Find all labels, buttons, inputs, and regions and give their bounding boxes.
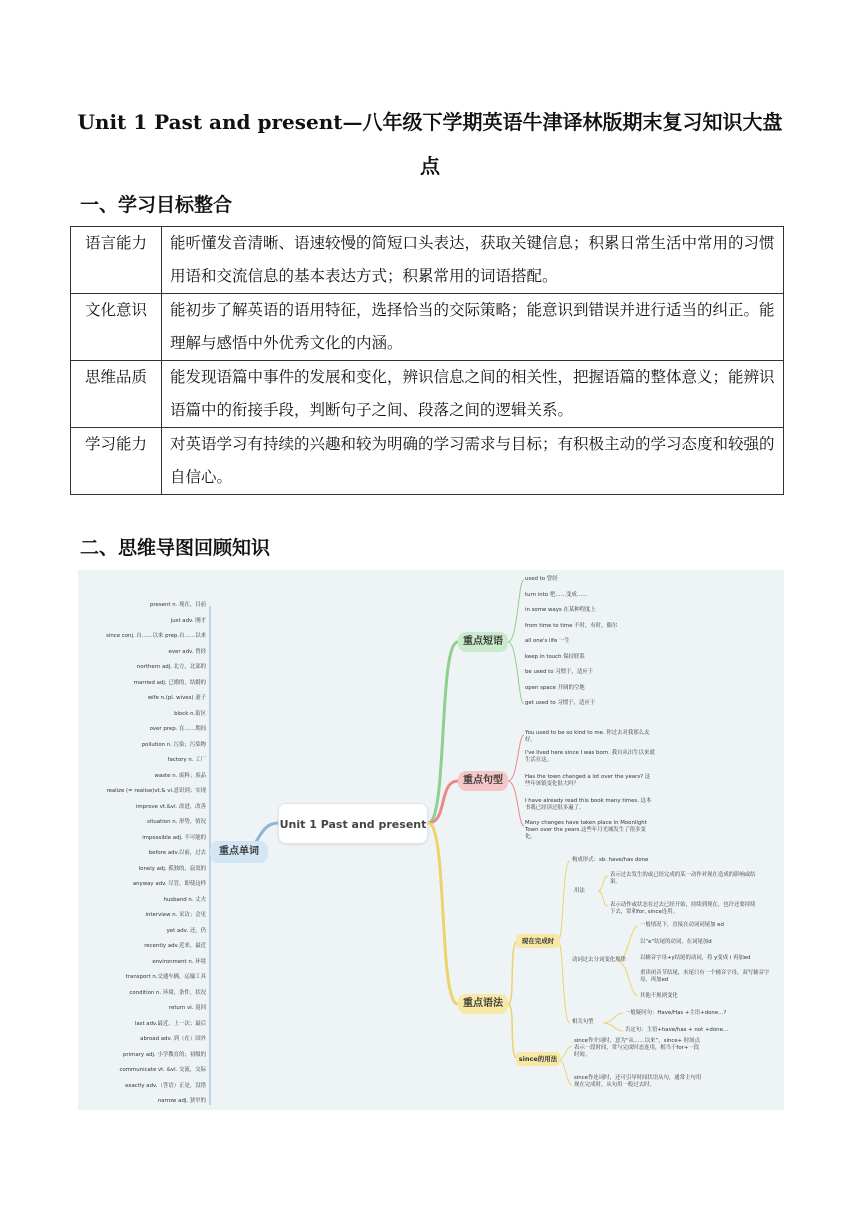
vocabulary-item: condition n. 环境，条件，状况 — [129, 989, 206, 996]
vocabulary-item: since conj. 自……以来 prep.自……以来 — [106, 633, 206, 639]
vocabulary-item: transport n.交通车辆，运输工具 — [125, 974, 206, 980]
document-title: Unit 1 Past and present—八年级下学期英语牛津译林版期末复习知识大盘点 — [77, 110, 783, 178]
vocabulary-item: anyway adv. 尽管，即使这样 — [132, 881, 206, 887]
goal-description: 能听懂发音清晰、语速较慢的简短口头表达，获取关键信息；积累日常生活中常用的习惯用语和交流信息的基本表达方式；积累常用的词语搭配。 — [162, 227, 784, 294]
phrase-item: get used to 习惯于，适应于 — [525, 700, 596, 706]
grammar-related-label: 相关句型 — [572, 1019, 594, 1025]
table-row — [71, 294, 784, 361]
vocabulary-item: situation n. 形势，情况 — [147, 819, 206, 825]
grammar-usage-item: 表示过去发生的或已经完成的某一动作对现在造成的影响或结果。 — [610, 872, 756, 885]
goal-description: 能初步了解英语的语用特征，选择恰当的交际策略；能意识到错误并进行适当的纠正。能理解与感悟中外优秀文化的内涵。 — [162, 294, 784, 361]
mind-map — [78, 570, 784, 1110]
table-row — [71, 428, 784, 495]
learning-goals-table — [70, 226, 784, 495]
branch-sentences: 重点句型 — [458, 771, 508, 791]
vocabulary-item: block n.街区 — [174, 710, 206, 717]
vocabulary-item: before adv.以前，过去 — [148, 850, 206, 856]
since-usage-item: since作介词时，意为“从……以来”，since+ 时间点表示一段时间，常与完成时态连用，相当于for+一段时间。 — [574, 1038, 701, 1058]
branch-vocabulary: 重点单词 — [210, 841, 268, 863]
phrase-item: in some ways 在某种程度上 — [525, 607, 596, 613]
related-pattern: 否定句：主语+have/has + not +done… — [625, 1027, 729, 1033]
vocabulary-item: interview n. 采访；会见 — [145, 912, 206, 918]
vocabulary-item: husband n. 丈夫 — [163, 896, 206, 903]
vocabulary-item: return vi. 返回 — [168, 1005, 206, 1011]
vocabulary-item: impossible adj. 不可能的 — [142, 834, 206, 841]
vocabulary-item: present n. 现在，目前 — [149, 602, 206, 608]
phrase-item: turn into 把……变成…… — [525, 591, 588, 598]
participle-rule: 重读闭音节结尾，末尾只有一个辅音字母，双写辅音字母，再加ed — [640, 970, 770, 983]
table-row — [71, 361, 784, 428]
vocabulary-item: primary adj. 小学教育的；初级的 — [123, 1051, 206, 1058]
vocabulary-item: northern adj. 北方，北部的 — [136, 664, 206, 670]
related-pattern: 一般疑问句：Have/Has +主语+done…? — [625, 1010, 727, 1016]
vocabulary-item: just adv. 刚才 — [170, 617, 206, 624]
goal-category: 文化意识 — [71, 294, 162, 361]
sentence-item: Has the town changed a lot over the years? 这些年该镇变化很大吗？ — [525, 774, 651, 787]
vocabulary-item: factory n. 工厂 — [167, 757, 206, 763]
vocabulary-item: recently adv.近来，最近 — [144, 943, 206, 949]
grammar-since-usage: since的用法 — [516, 1052, 560, 1066]
vocabulary-item: over prep. 在……期间 — [149, 726, 206, 732]
sentence-item: I've lived here since I was born. 我自从出生以来就生活在这。 — [525, 750, 655, 763]
since-usage-item: since作连词时，还可引导时间状语从句，通常主句用现在完成时，从句用一般过去时。 — [574, 1075, 702, 1088]
phrase-item: keep in touch 保持联系 — [525, 653, 585, 660]
vocabulary-item: lonely adj. 孤独的，寂寞的 — [138, 865, 206, 872]
section-heading-goals: 一、学习目标整合 — [80, 194, 233, 216]
vocabulary-item: improve vt.&vi. 改进，改善 — [135, 803, 206, 810]
vocabulary-item: communicate vt. &vi. 交流，交际 — [119, 1067, 206, 1073]
phrase-item: all one's life 一生 — [525, 638, 570, 644]
grammar-present-perfect: 现在完成时 — [516, 934, 560, 948]
mind-map-center: Unit 1 Past and present — [278, 803, 428, 844]
grammar-participle-label: 动词过去分词变化规律 — [572, 957, 626, 963]
sentence-item: I have already read this book many times. 这本书我已经读过很多遍了。 — [525, 798, 652, 811]
vocabulary-item: waste n. 废料；废品 — [154, 772, 206, 779]
vocabulary-item: ever adv. 曾经 — [168, 648, 206, 655]
vocabulary-item: environment n. 环境 — [152, 958, 206, 965]
vocabulary-item: yet adv. 还，仍 — [166, 927, 206, 934]
goal-category: 思维品质 — [71, 361, 162, 428]
section-heading-mindmap: 二、思维导图回顾知识 — [80, 537, 271, 559]
participle-rule: 其他不规则变化 — [640, 993, 678, 999]
vocabulary-item: last adv.最近，上一次；最后 — [134, 1020, 206, 1027]
table-row — [71, 227, 784, 294]
phrase-item: used to 曾经 — [525, 576, 558, 582]
goal-description: 对英语学习有持续的兴趣和较为明确的学习需求与目标；有积极主动的学习态度和较强的自信心。 — [162, 428, 784, 495]
phrase-item: be used to 习惯于，适应于 — [525, 669, 593, 675]
vocabulary-item: exactly adv.（答语）正是，没错 — [125, 1082, 206, 1089]
vocabulary-item: realize (= realise)vt.& vi.意识到；实现 — [106, 788, 206, 794]
participle-rule: 以辅音字母+y结尾的动词，将 y变成 i 再加ed — [640, 955, 751, 961]
vocabulary-item: narrow adj. 狭窄的 — [157, 1098, 206, 1104]
grammar-form: 构成形式：sb. have/has done — [572, 857, 649, 863]
grammar-usage-label: 用法 — [574, 888, 585, 894]
goal-category: 语言能力 — [71, 227, 162, 294]
vocabulary-item: wife n.(pl. wives) 妻子 — [147, 695, 206, 701]
goal-description: 能发现语篇中事件的发展和变化，辨识信息之间的相关性，把握语篇的整体意义；能辨识语篇中的衔接手段，判断句子之间、段落之间的逻辑关系。 — [162, 361, 784, 428]
branch-phrases: 重点短语 — [458, 632, 508, 652]
participle-rule: 以“e”结尾的动词，在词尾加d — [640, 939, 712, 945]
vocabulary-item: abroad adv. 到（在）国外 — [140, 1036, 206, 1042]
sentence-item: You used to be so kind to me. 你过去对我那么友好。 — [525, 730, 650, 743]
phrase-item: open space 开阔的空地 — [525, 684, 585, 691]
phrase-item: from time to time 不时，有时，偶尔 — [525, 622, 618, 629]
participle-rule: 一般情况下，直接在动词词尾加 ed — [640, 922, 724, 928]
branch-grammar: 重点语法 — [458, 994, 508, 1014]
goal-category: 学习能力 — [71, 428, 162, 495]
vocabulary-item: married adj. 已婚的，结婚的 — [133, 679, 206, 686]
vocabulary-item: pollution n. 污染；污染物 — [141, 741, 206, 748]
sentence-item: Many changes have taken place in Moonlight Town over the years.这些年月光城发生了很多变化。 — [525, 820, 647, 840]
grammar-usage-item: 表示动作或状态在过去已经开始，持续到现在，也许还要持续下去，常和for, since连用。 — [610, 902, 756, 915]
